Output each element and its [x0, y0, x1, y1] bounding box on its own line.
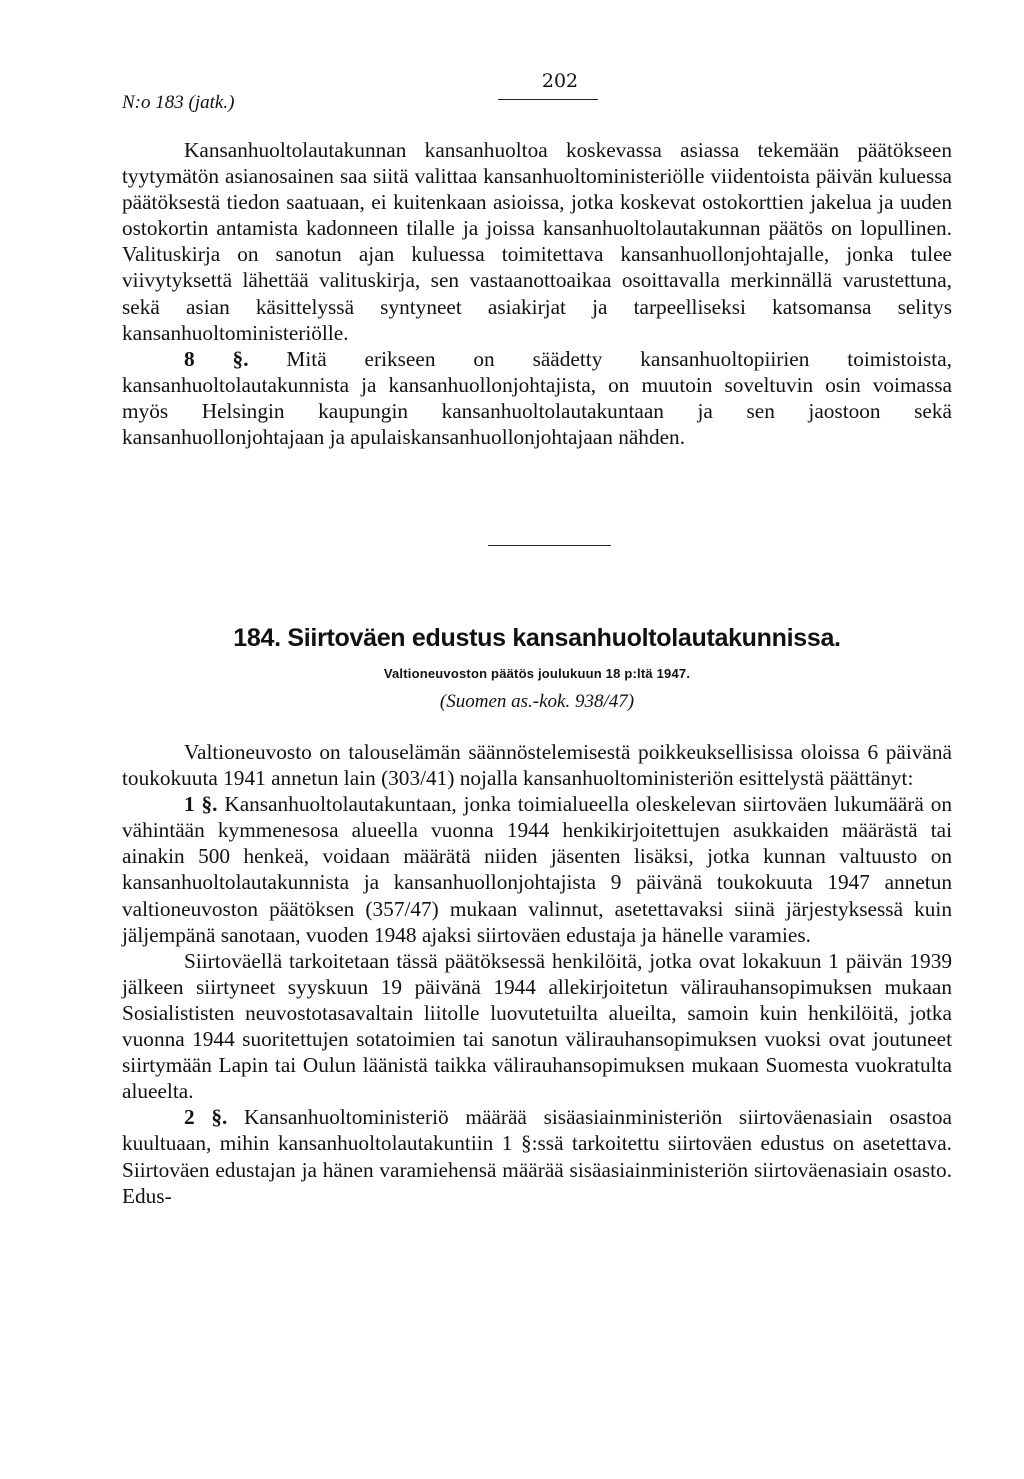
- appeal-paragraph: Kansanhuoltolautakunnan kansanhuoltoa koskevassa asiassa tekemään päätökseen tyytymätön asianosainen saa siitä valittaa kansanhuoltoministeriölle viidentoista päivän kuluessa päätöksestä tiedon saatuaan, ei kuitenkaan asioissa, jotka koskevat ostokorttien jakelua ja uuden ostokortin antamista kadonneen tilalle ja joissa kansanhuoltolautakunnan päätös on lopullinen. Valituskirja on sanotun ajan kuluessa toimitettava kansanhuollonjohtajalle, jonka tulee viivytyksettä lähettää valituskirja, sen vastaanottoaikaa osoittavalla merkinnällä varustettuna, sekä asian käsittelyssä syntyneet asiakirjat ja tarpeelliseksi katsomansa selitys kansanhuoltoministeriölle.: [122, 138, 952, 345]
- section-1-paragraph: [122, 791, 952, 948]
- decision-source: (Suomen as.-kok. 938/47): [439, 691, 635, 712]
- continued-section-text: [122, 137, 952, 450]
- section-2-text: Kansanhuoltoministeriö määrää sisäasiainministeriön siirtoväenasiain osastoa kuultuaan, mihin kansanhuoltolautakuntiin 1 §:ssä tarkoitettu siirtoväen edustus on asetettava. Siirtoväen edustajan ja hänen varamiehensä määrää sisäasiainministeriön siirtoväenasiain osasto. Edus-: [122, 1105, 952, 1208]
- page-number: 202: [541, 70, 579, 92]
- section-2-paragraph: [122, 1104, 952, 1208]
- siirtovaki-paragraph: Siirtoväellä tarkoitetaan tässä päätöksessä henkilöitä, jotka ovat lokakuun 1 päivän 1939 jälkeen siirtyneet syyskuun 19 päivänä 1944 allekirjoitetun välirauhansopimuksen mukaan Sosialististen neuvostotasavaltain liitolle luovutetuilta alueilta, samoin kuin henkilöitä, jotka vuonna 1944 suoritettujen sotatoimien tai sanotun välirauhansopimuksen vuoksi ovat joutuneet siirtymään Lapin tai Oulun läänistä taikka välirauhansopimuksen mukaan Suomesta vuokratulta alueelta.: [122, 948, 952, 1104]
- continued-label: N:o 183 (jatk.): [122, 92, 235, 113]
- decision-body: [122, 739, 952, 1209]
- intro-paragraph: Valtioneuvosto on talouselämän säännöstelemisestä poikkeuksellisissa oloissa 6 päivänä toukokuuta 1941 annetun lain (303/41) nojalla kansanhuoltoministeriön esittelystä päättänyt:: [122, 740, 952, 791]
- section-2-mark: 2 §.: [184, 1105, 228, 1130]
- decision-heading: 184. Siirtoväen edustus kansanhuoltolautakunnissa.: [233, 624, 841, 652]
- section-8-mark: 8 §.: [184, 346, 249, 371]
- section-8-paragraph: [122, 346, 952, 450]
- section-1-mark: 1 §.: [184, 792, 218, 817]
- section-1-text: Kansanhuoltolautakuntaan, jonka toimialueella oleskelevan siirtoväen lukumäärä on vähintään kymmenesosa alueella vuonna 1944 henkikirjoitettujen asukkaiden määrästä tai ainakin 500 henkeä, voidaan määrätä niiden jäsenten lisäksi, jotka kunnan valtuusto on kansanhuoltolautakunnista ja kansanhuollonjohtajista 9 päivänä toukokuuta 1947 annetun valtioneuvoston päätöksen (357/47) mukaan valinnut, asetettavaksi siinä järjestyksessä kuin jäljempänä sanotaan, vuoden 1948 ajaksi siirtoväen edustaja ja hänelle varamies.: [122, 792, 952, 947]
- page-number-rule: [498, 99, 598, 100]
- section-8-text: Mitä erikseen on säädetty kansanhuoltopiirien toimistoista, kansanhuoltolautakunnista ja kansanhuollonjohtajista, on muutoin soveltuvin osin voimassa myös Helsingin kaupungin kansanhuoltolautakuntaan ja sen jaostoon sekä kansanhuollonjohtajaan ja apulaiskansanhuollonjohtajaan nähden.: [122, 346, 953, 450]
- decision-subheading: Valtioneuvoston päätös joulukuun 18 p:ltä 1947.: [383, 666, 691, 681]
- section-separator: [488, 545, 611, 546]
